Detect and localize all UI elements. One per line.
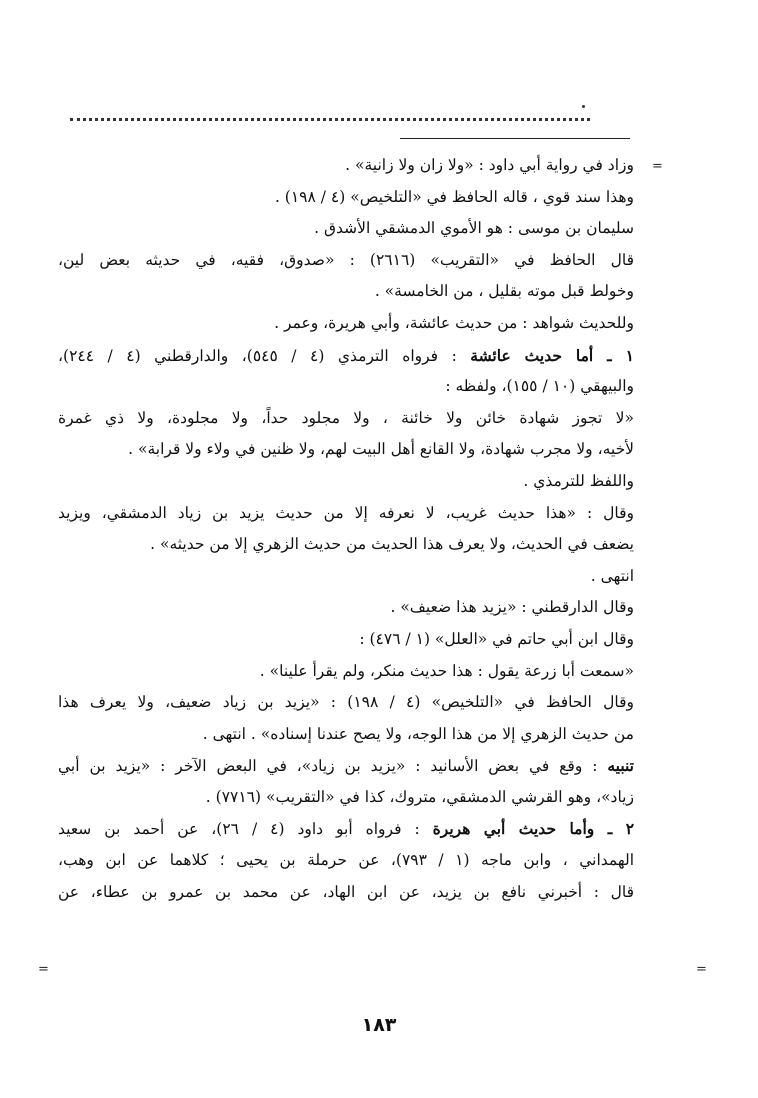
- text-line: [58, 466, 634, 498]
- line-text: : وقع في بعض الأسانيد : «يزيد بن زياد»، في البعض الآخر : «يزيد بن أبي: [58, 757, 608, 776]
- line-text: «سمعت أبا زرعة يقول : هذا حديث منكر، ولم يقرأ علينا» .: [259, 661, 634, 680]
- text-line: [58, 150, 634, 182]
- line-text: وللحديث شواهد : من حديث عائشة، وأبي هريرة، وعمر .: [274, 313, 634, 332]
- text-line: [58, 371, 634, 403]
- text-line: [58, 813, 634, 845]
- bold-heading: تنبيه: [607, 756, 634, 776]
- text-line: [58, 561, 634, 593]
- header-rule: [400, 138, 630, 139]
- line-text: الهمداني ، وابن ماجه (١ / ٧٩٣)، عن حرملة بن يحيى ؛ كلاهما عن ابن وهب،: [58, 851, 634, 870]
- text-line: [58, 245, 634, 277]
- line-text: : فرواه الترمذي (٤ / ٥٤٥)، والدارقطني (٤ / ٢٤٤)،: [58, 346, 471, 365]
- line-text: وقال الدارقطني : «يزيد هذا ضعيف» .: [390, 598, 634, 617]
- text-line: [58, 845, 634, 877]
- header-dot: [582, 105, 585, 108]
- text-line: [58, 719, 634, 751]
- text-line: [58, 340, 634, 372]
- body-text: [58, 150, 634, 908]
- text-line: [58, 403, 634, 435]
- text-line: [58, 877, 634, 909]
- line-text: زياد»، وهو القرشي الدمشقي، متروك، كذا في «التقريب» (٧٧١٦) .: [205, 787, 634, 806]
- line-text: وقال : «هذا حديث غريب، لا نعرفه إلا من حديث يزيد بن زياد الدمشقي، ويزيد: [58, 503, 634, 522]
- text-line: [58, 434, 634, 466]
- line-text: سليمان بن موسى : هو الأموي الدمشقي الأشدق .: [314, 219, 634, 238]
- line-text: يضعف في الحديث، ولا يعرف هذا الحديث من حديث الزهري إلا من حديثه» .: [150, 535, 634, 554]
- line-text: قال : أخبرني نافع بن يزيد، عن ابن الهاد، عن محمد بن عمرو بن عطاء، عن: [58, 882, 634, 901]
- line-text: لأخيه، ولا مجرب شهادة، ولا القانع أهل البيت لهم، ولا ظنين في ولاء ولا قرابة» .: [128, 440, 634, 459]
- text-line: [58, 498, 634, 530]
- line-text: وهذا سند قوي ، قاله الحافظ في «التلخيص» (٤ / ١٩٨) .: [274, 187, 634, 206]
- margin-mark-right-top: =: [652, 159, 663, 174]
- page-number: ١٨٣: [361, 1014, 397, 1036]
- margin-mark-right-bottom: =: [696, 962, 707, 977]
- text-line: [58, 182, 634, 214]
- dotted-header-rule: [70, 118, 590, 121]
- text-line: [58, 656, 634, 688]
- line-text: وخولط قبل موته بقليل ، من الخامسة» .: [374, 282, 634, 301]
- text-line: [58, 782, 634, 814]
- text-line: [58, 687, 634, 719]
- text-line: [58, 592, 634, 624]
- bold-heading: ٢ ـ وأما حديث أبي هريرة: [432, 819, 634, 839]
- text-line: [58, 750, 634, 782]
- line-text: وقال ابن أبي حاتم في «العلل» (١ / ٤٧٦) :: [359, 629, 634, 648]
- line-text: وزاد في رواية أبي داود : «ولا زان ولا زانية» .: [345, 156, 634, 174]
- text-line: [58, 213, 634, 245]
- line-text: قال الحافظ في «التقريب» (٢٦١٦) : «صدوق، فقيه، في حديثه بعض لين،: [58, 250, 634, 269]
- text-line: [58, 276, 634, 308]
- margin-mark-left: =: [38, 962, 49, 977]
- line-text: انتهى .: [590, 566, 634, 585]
- line-text: «لا تجوز شهادة خائن ولا خائنة ، ولا مجلود حداً، ولا مجلودة، ولا ذي غمرة: [58, 408, 634, 427]
- line-text: من حديث الزهري إلا من هذا الوجه، ولا يصح عندنا إسناده» . انتهى .: [202, 724, 634, 743]
- line-text: واللفظ للترمذي .: [523, 471, 634, 490]
- text-line: [58, 529, 634, 561]
- line-text: والبيهقي (١٠ / ١٥٥)، ولفظه :: [445, 377, 634, 396]
- line-text: وقال الحافظ في «التلخيص» (٤ / ١٩٨) : «يزيد بن زياد ضعيف، ولا يعرف هذا: [58, 693, 634, 712]
- text-line: [58, 624, 634, 656]
- bold-heading: ١ ـ أما حديث عائشة: [470, 345, 634, 365]
- text-line: [58, 308, 634, 340]
- line-text: : فرواه أبو داود (٤ / ٢٦)، عن أحمد بن سعيد: [58, 820, 433, 839]
